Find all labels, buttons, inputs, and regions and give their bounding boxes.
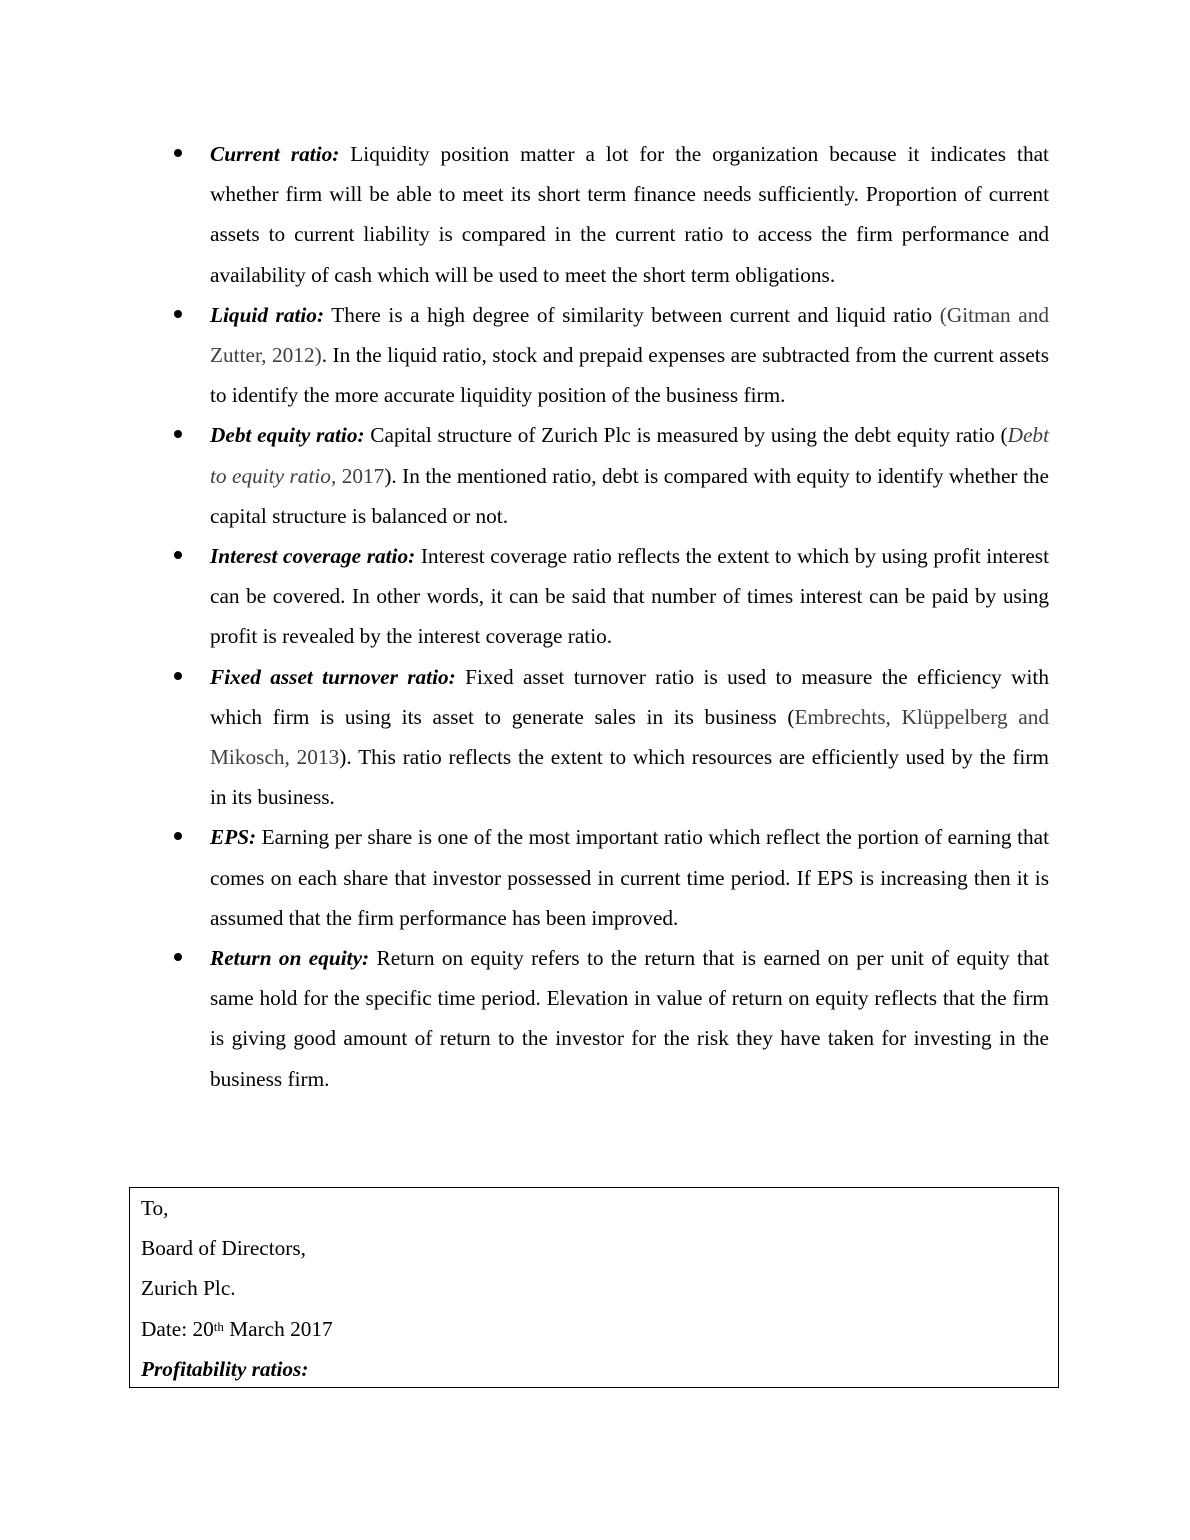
list-item: [210, 134, 1049, 295]
term-interest-coverage-ratio: Interest coverage ratio:: [210, 544, 416, 569]
citation-year: , 2017: [330, 463, 385, 488]
date-ordinal: th: [213, 1318, 224, 1334]
bullet-icon: [174, 310, 182, 318]
term-fixed-asset-turnover-ratio: Fixed asset turnover ratio:: [210, 664, 456, 689]
ratio-bullet-list: [210, 134, 1049, 1099]
bullet-icon: [174, 149, 182, 157]
term-return-on-equity: Return on equity:: [210, 946, 370, 971]
bullet-icon: [174, 551, 182, 559]
letter-header-box: [129, 1187, 1059, 1388]
list-item: [210, 938, 1049, 1099]
date-prefix: Date: 20: [141, 1316, 214, 1341]
bullet-icon: [174, 672, 182, 680]
section-heading: Profitability ratios:: [141, 1356, 309, 1381]
term-debt-equity-ratio: Debt equity ratio:: [210, 423, 365, 448]
bullet-icon: [174, 953, 182, 961]
list-item: [210, 536, 1049, 657]
letter-date: [141, 1309, 1058, 1349]
paragraph-text: . In the liquid ratio, stock and prepaid expenses are subtracted from the current assets to identify the more accurate liquidity position of the business firm.: [210, 343, 1049, 408]
list-item: [210, 415, 1049, 536]
date-suffix: March 2017: [223, 1316, 333, 1341]
term-eps: EPS:: [210, 825, 257, 850]
paragraph-text: Return on equity refers to the return that is earned on per unit of equity that same hold for the specific time period. Elevation in value of return on equity reflects that the firm is giving good amount of return to the investor for the risk they have taken for investing in the business firm.: [210, 946, 1049, 1091]
list-item: [210, 817, 1049, 938]
term-current-ratio: Current ratio:: [210, 142, 340, 166]
term-liquid-ratio: Liquid ratio:: [210, 302, 325, 327]
letter-salutation: To,: [141, 1196, 169, 1220]
paragraph-text: Liquidity position matter a lot for the organization because it indicates that whether firm will be able to meet its short term finance needs sufficiently. Proportion of current assets to current liability is compared in the current ratio to access the firm performance and availability of cash which will be used to meet the short term obligations.: [210, 142, 1049, 287]
paragraph-text: Capital structure of Zurich Plc is measured by using the debt equity ratio (: [364, 423, 1008, 448]
paragraph-text: Earning per share is one of the most important ratio which reflect the portion of earning that comes on each share that investor possessed in current time period. If EPS is increasing then it is assumed that the firm performance has been improved.: [210, 825, 1049, 930]
citation-title: Debt to equity ratio: [210, 423, 1049, 488]
paragraph-text: Interest coverage ratio reflects the extent to which by using profit interest can be covered. In other words, it can be said that number of times interest can be paid by using profit is revealed by the interest coverage ratio.: [210, 544, 1049, 649]
paragraph-text: ). In the mentioned ratio, debt is compared with equity to identify whether the capital structure is balanced or not.: [210, 463, 1049, 528]
paragraph-text: ). This ratio reflects the extent to which resources are efficiently used by the firm in its business.: [210, 745, 1049, 810]
bullet-icon: [174, 832, 182, 840]
paragraph-text: There is a high degree of similarity between current and liquid ratio: [324, 302, 940, 327]
bullet-icon: [174, 430, 182, 438]
list-item: [210, 295, 1049, 416]
letter-recipient: Board of Directors,: [141, 1236, 306, 1261]
paragraph-text: Fixed asset turnover ratio is used to measure the efficiency with which firm is using its asset to generate sales in its business (: [210, 664, 1050, 729]
list-item: [210, 657, 1049, 818]
citation: (Gitman and Zutter, 2012): [210, 302, 1049, 368]
letter-company: Zurich Plc.: [141, 1276, 236, 1301]
citation: Embrechts, Klüppelberg and Mikosch, 2013: [210, 704, 1049, 770]
